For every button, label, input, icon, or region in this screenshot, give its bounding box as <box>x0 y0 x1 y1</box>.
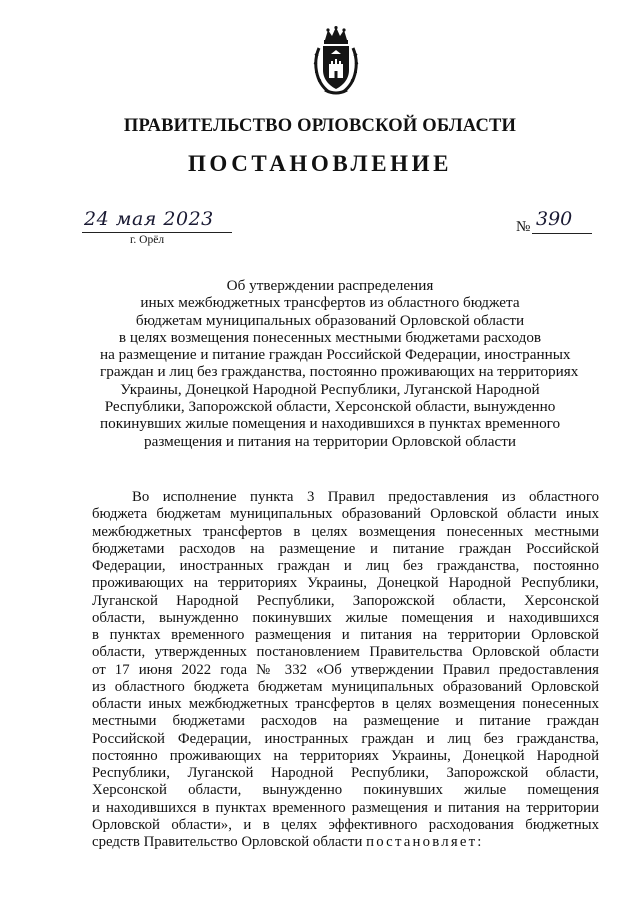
document-type-title: ПОСТАНОВЛЕНИЕ <box>187 151 453 176</box>
number-sign: № <box>516 219 531 235</box>
body-line: Луганской Народной Республики, Запорожской области, Херсонской <box>92 592 599 609</box>
body-final-text: средств Правительство Орловской области <box>92 834 367 850</box>
body-line: Орловской области», и в целях эффективного расходования бюджетных <box>92 816 599 833</box>
city-label: г. Орёл <box>130 234 165 246</box>
subject-line: Республики, Запорожской области, Херсонской области, вынужденно <box>104 398 556 416</box>
body-line: от 17 июня 2022 года № 332 «Об утверждении Правил предоставления <box>92 661 599 678</box>
body-line: межбюджетных трансфертов в целях возмещения понесенных местными <box>92 523 599 540</box>
subject-line: Об утверждении распределения <box>226 277 434 294</box>
body-line: местными бюджетами расходов на размещение и питание граждан <box>92 713 599 730</box>
body-line: в пунктах временного размещения и питания на территории Орловской <box>92 627 599 643</box>
date-underline <box>82 232 232 233</box>
subject-line: покинувших жилые помещения и находившихся в пунктах временного <box>100 415 561 433</box>
body-line: области иных межбюджетных трансфертов в целях возмещения понесенных <box>92 696 599 712</box>
subject-line: Украины, Донецкой Народной Республики, Луганской Народной <box>120 380 540 398</box>
handwritten-date: 24 мая 2023 <box>84 208 214 230</box>
coat-of-arms-icon <box>313 26 359 98</box>
body-line: и находившихся в пунктах временного размещения и питания на территории <box>92 799 599 816</box>
subject-line: на размещение и питание граждан Российской Федерации, иностранных <box>100 346 571 364</box>
resolves-keyword: постановляет: <box>366 834 484 850</box>
body-line: области, вынужденно покинувших жилые помещения и находившихся <box>92 609 599 626</box>
document-subject <box>100 277 579 450</box>
body-line: бюджетами расходов на размещение и питание граждан Российской <box>92 540 599 557</box>
body-line: проживающих на территориях Украины, Донецкой Народной Республики, <box>92 575 599 592</box>
body-line-final <box>92 834 599 851</box>
body-line: Херсонской области, вынужденно покинувших жилые помещения <box>92 782 599 799</box>
body-line: постоянно проживающих на территориях Украины, Донецкой Народной <box>92 747 599 764</box>
body-line: Федерации, иностранных граждан и лиц без гражданства, постоянно <box>92 558 599 574</box>
preamble-paragraph <box>92 489 599 851</box>
subject-line: иных межбюджетных трансфертов из областного бюджета <box>140 294 520 312</box>
subject-line: граждан и лиц без гражданства, постоянно проживающих на территориях <box>100 363 579 381</box>
body-line: бюджета бюджетам муниципальных образований Орловской области иных <box>92 506 599 523</box>
body-line: Российской Федерации, иностранных граждан и лиц без гражданства, <box>92 730 599 747</box>
body-line: Во исполнение пункта 3 Правил предоставления из областного <box>132 489 599 505</box>
subject-line: бюджетам муниципальных образований Орловской области <box>135 311 525 329</box>
body-line: области, утвержденных постановлением Правительства Орловской области <box>92 644 599 661</box>
government-name: ПРАВИТЕЛЬСТВО ОРЛОВСКОЙ ОБЛАСТИ <box>123 116 517 136</box>
subject-line: в целях возмещения понесенных местными бюджетами расходов <box>118 328 542 346</box>
number-underline <box>532 233 592 234</box>
subject-line: размещения и питания на территории Орловской области <box>143 432 516 450</box>
body-line: из областного бюджета бюджетам муниципальных образований Орловской <box>92 678 599 695</box>
body-line: Республики, Луганской Народной Республики, Запорожской области, <box>92 765 599 781</box>
handwritten-number: 390 <box>536 208 573 230</box>
